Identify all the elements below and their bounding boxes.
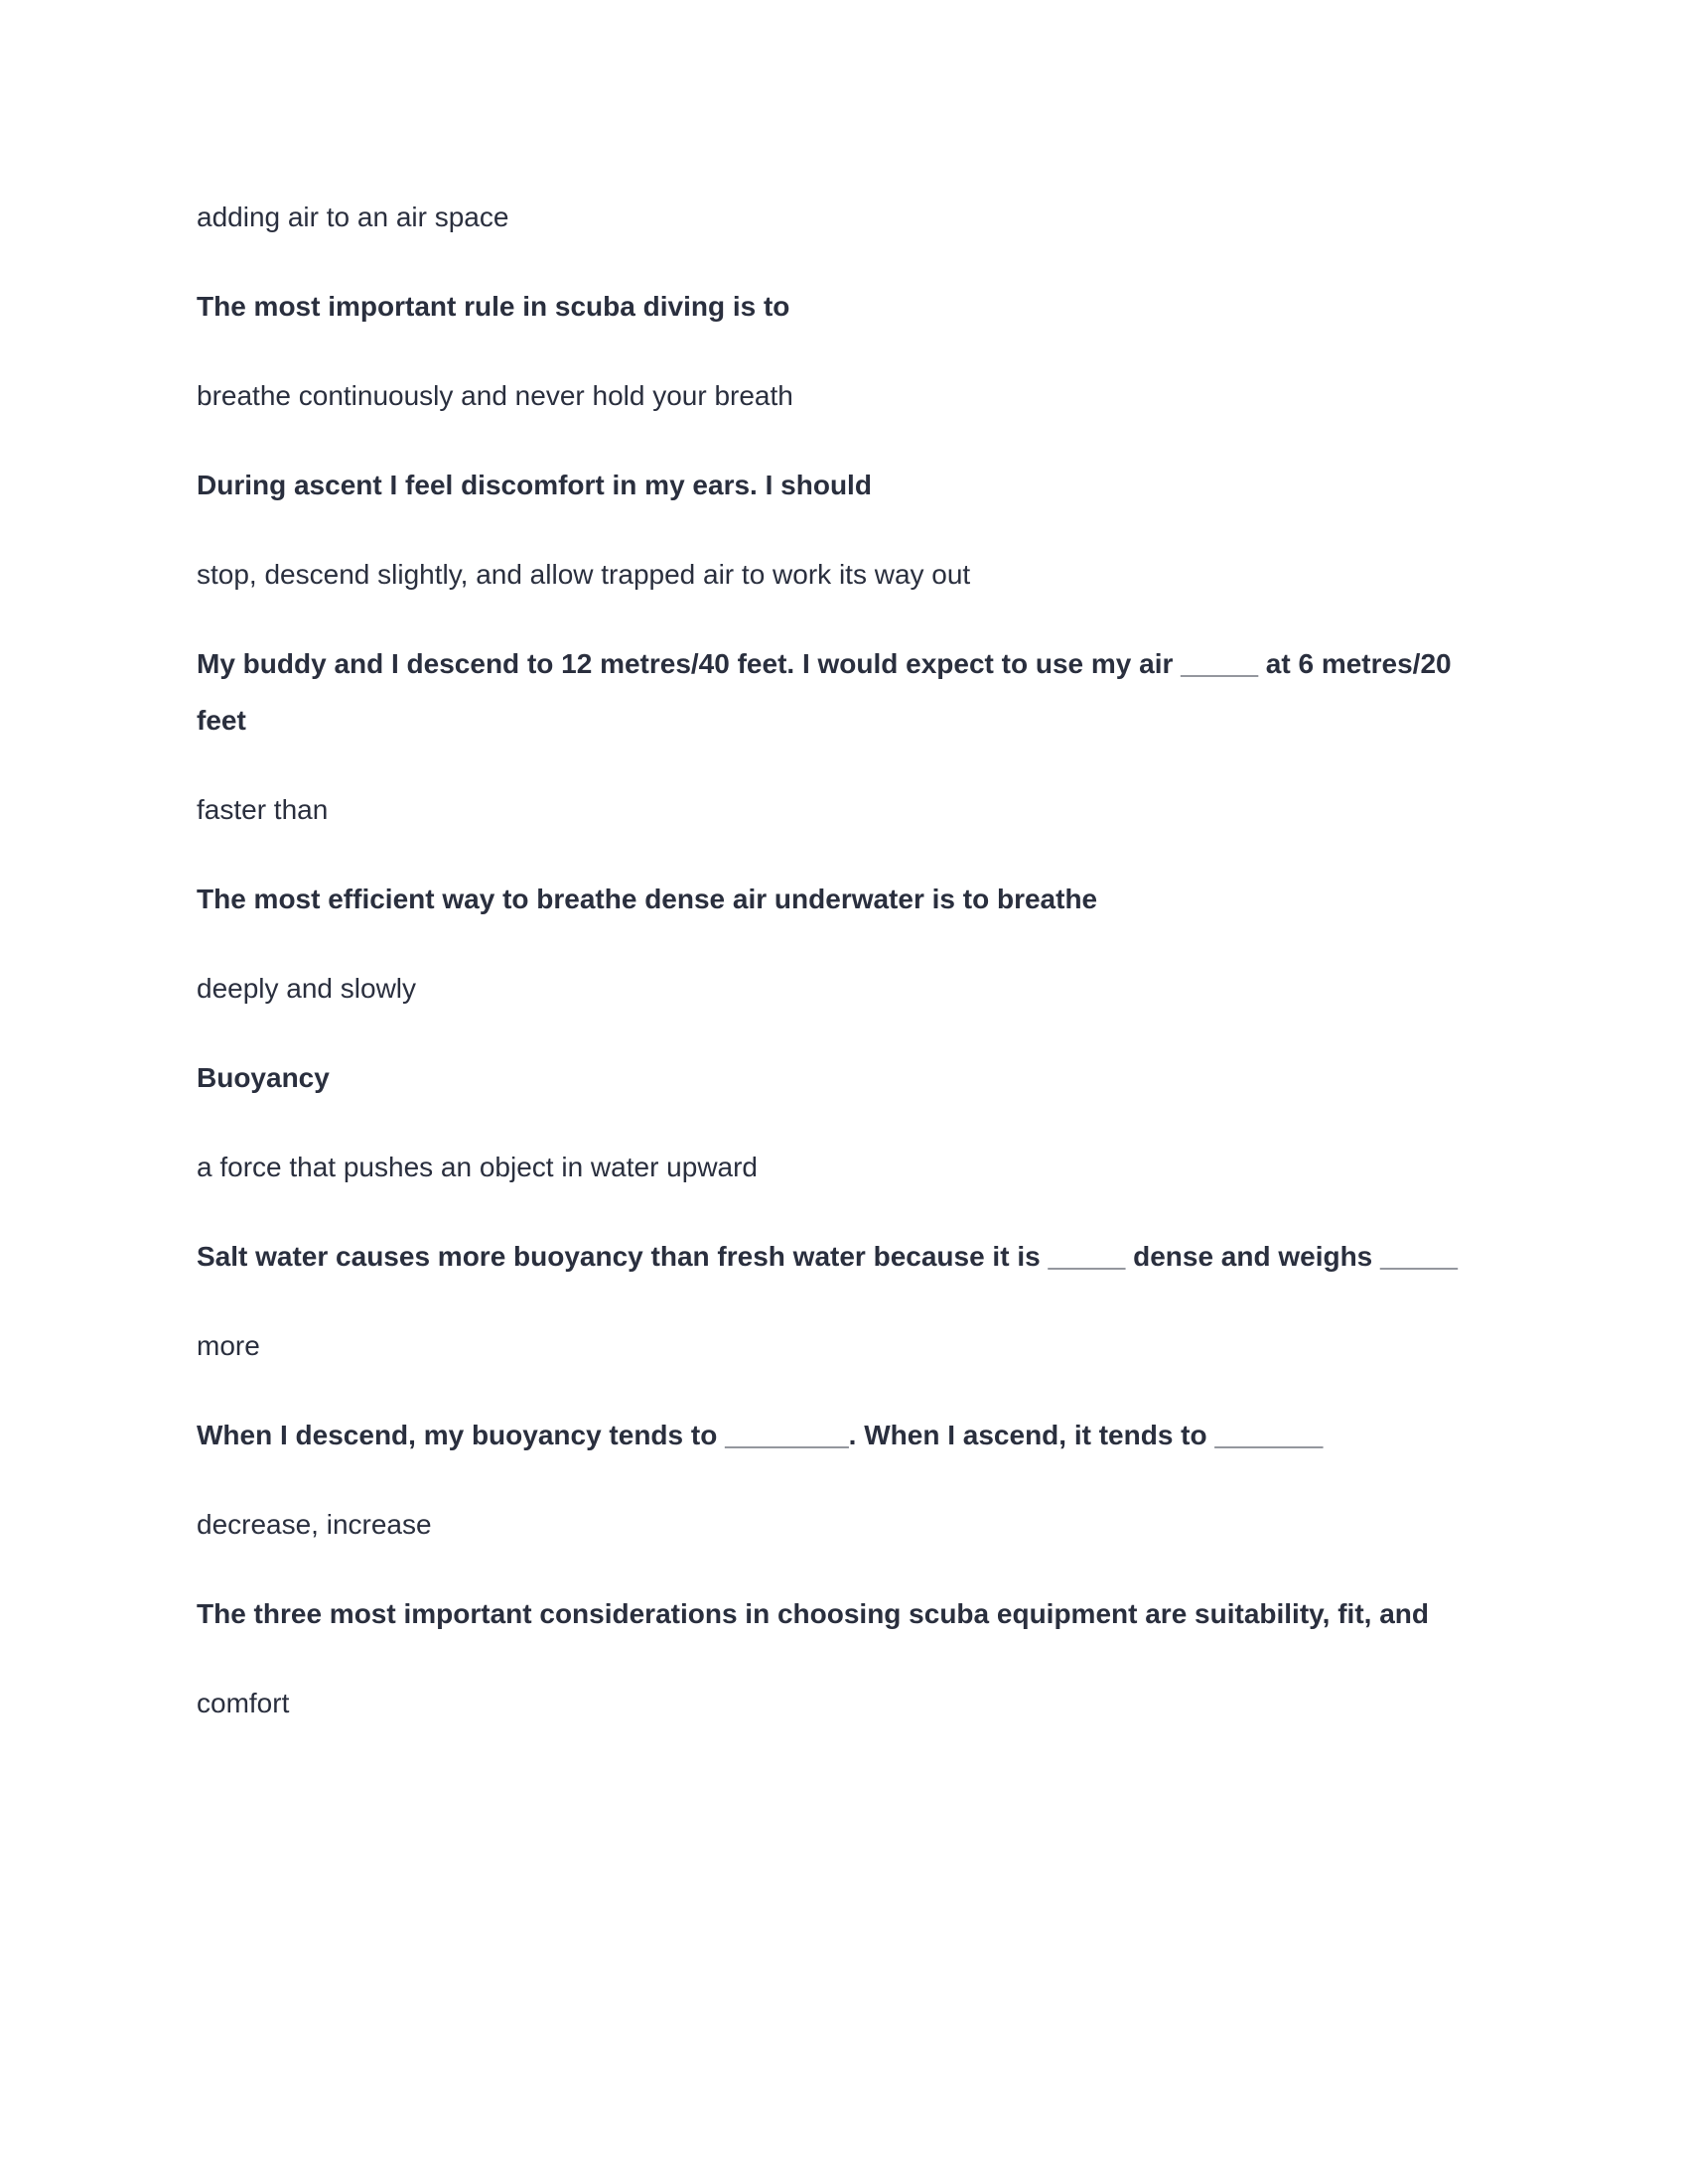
question-text: The most important rule in scuba diving is to [197, 291, 790, 322]
question-text: Buoyancy [197, 1062, 330, 1093]
flashcard-document [197, 189, 1487, 1764]
answer-text: faster than [197, 794, 329, 825]
question-text: The three most important considerations in choosing scuba equipment are suitability, fit, and [197, 1598, 1429, 1629]
answer-text: adding air to an air space [197, 202, 509, 232]
answer-text: stop, descend slightly, and allow trapped air to work its way out [197, 559, 971, 590]
answer-text: breathe continuously and never hold your breath [197, 380, 793, 411]
question-text: When I descend, my buoyancy tends to ________. When I ascend, it tends to _______ [197, 1420, 1324, 1450]
question-text: My buddy and I descend to 12 metres/40 feet. I would expect to use my air _____ at 6 metres/20 feet [197, 648, 1452, 736]
answer-text: comfort [197, 1688, 290, 1718]
answer-text: a force that pushes an object in water upward [197, 1152, 759, 1182]
question-text: The most efficient way to breathe dense air underwater is to breathe [197, 884, 1098, 914]
answer-text: more [197, 1330, 260, 1361]
question-text: Salt water causes more buoyancy than fresh water because it is _____ dense and weighs _____ [197, 1241, 1458, 1272]
question-text: During ascent I feel discomfort in my ears. I should [197, 470, 872, 500]
answer-text: decrease, increase [197, 1509, 432, 1540]
answer-text: deeply and slowly [197, 973, 417, 1004]
